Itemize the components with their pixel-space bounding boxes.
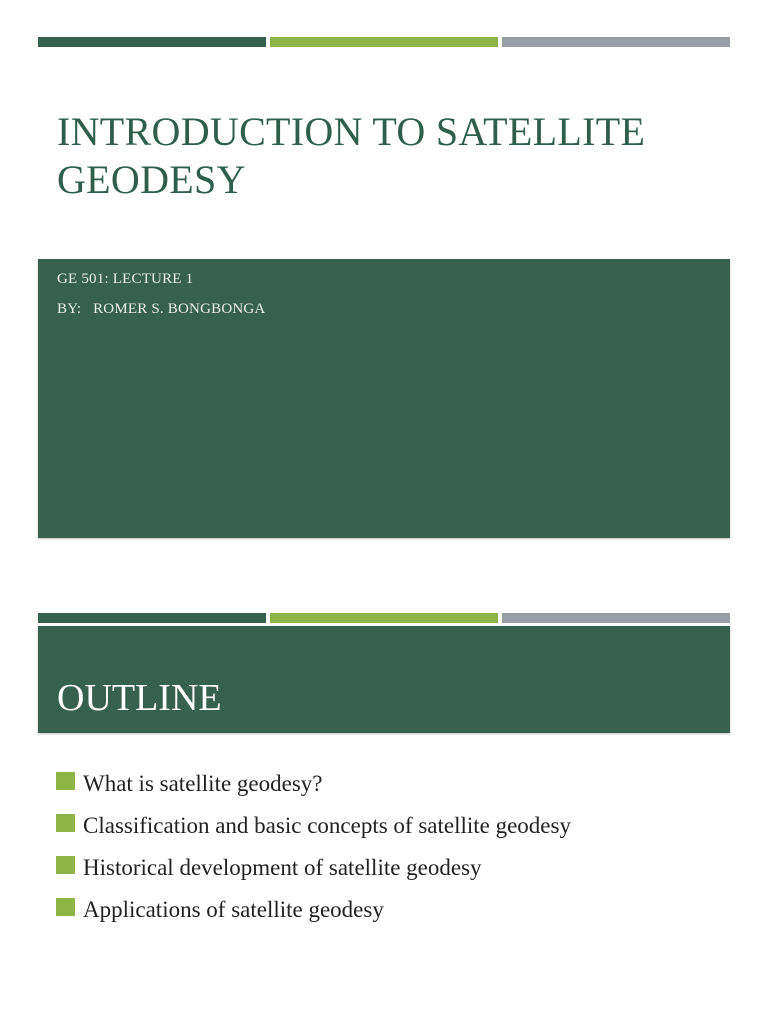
bullet-square-icon bbox=[56, 772, 75, 790]
list-item bbox=[56, 768, 571, 810]
accent-bar-green bbox=[270, 37, 498, 47]
slide-title bbox=[57, 108, 737, 204]
accent-bar-dark bbox=[38, 37, 266, 47]
outline-title: OUTLINE bbox=[57, 677, 222, 719]
slide-title-line-1: INTRODUCTION TO SATELLITE bbox=[57, 109, 646, 154]
accent-bar-gray bbox=[502, 37, 730, 47]
list-item-text: What is satellite geodesy? bbox=[83, 771, 323, 796]
list-item-text: Classification and basic concepts of satellite geodesy bbox=[83, 813, 571, 838]
list-item bbox=[56, 894, 571, 936]
outline-header bbox=[38, 626, 730, 733]
outline-list bbox=[56, 768, 571, 936]
subtitle-panel bbox=[38, 259, 730, 538]
accent-bar-green bbox=[270, 613, 498, 623]
list-item bbox=[56, 810, 571, 852]
accent-bar-dark bbox=[38, 613, 266, 623]
list-item bbox=[56, 852, 571, 894]
bullet-square-icon bbox=[56, 898, 75, 916]
author-label: BY: ROMER S. BONGBONGA bbox=[57, 301, 266, 317]
course-label: GE 501: LECTURE 1 bbox=[57, 271, 194, 287]
list-item-text: Historical development of satellite geodesy bbox=[83, 855, 482, 880]
slide-title-line-2: GEODESY bbox=[57, 157, 246, 202]
bullet-square-icon bbox=[56, 856, 75, 874]
list-item-text: Applications of satellite geodesy bbox=[83, 897, 384, 922]
bullet-square-icon bbox=[56, 814, 75, 832]
accent-bar-gray bbox=[502, 613, 730, 623]
